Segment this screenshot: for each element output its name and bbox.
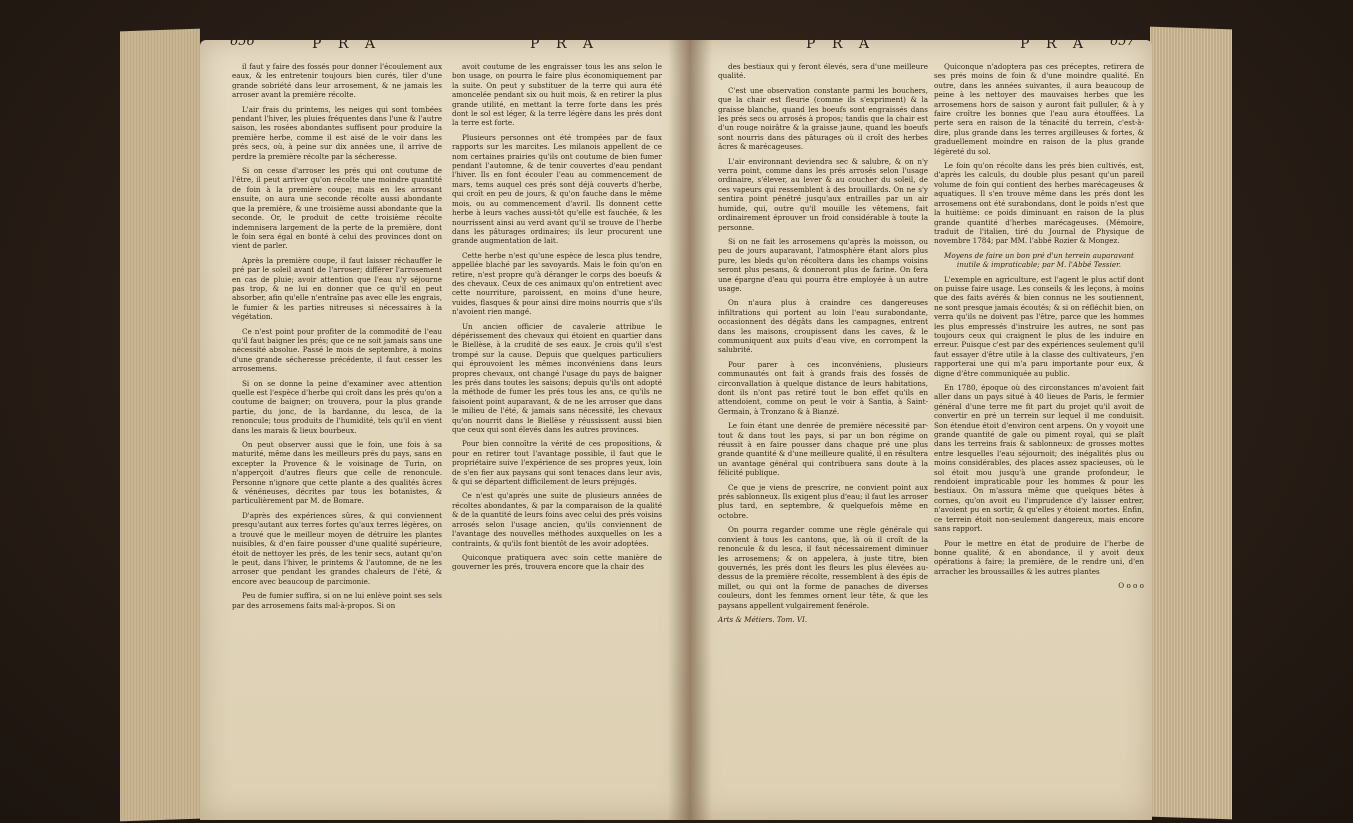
catchword: O o o o	[1118, 581, 1144, 591]
paragraph: Le foin qu'on récolte dans les prés bien cultivés, est, d'après les calculs, du double plus pesant qu'un pareil volume de foin qui contient des herbes marécageuses & aquatiques. Il s'en trouve même dans les prés dont les arrosemens ont été surabondans, dont le poids n'est que la huitième: ce poids diminuant en raison de la plus grande quantité d'herbes marécageuses. (Mémoire, traduit de l'italien, tiré du Journal de Physique de novembre 1784; par MM. l'abbé Rozier & Mongez.	[934, 161, 1144, 246]
book-gutter	[668, 40, 712, 820]
paragraph: il faut y faire des fossés pour donner l'écoulement aux eaux, & les entretenir toujours bien curés, tiler d'une grande sobriété dans leur arrosement, & ne jamais les arroser avant la première récolte.	[232, 62, 442, 100]
paragraph: Plusieurs personnes ont été trompées par de faux rapports sur les marcites. Les milanois appellent de ce nom certaines prairies qu'ils ont coutume de bien fumer pendant l'automne, & de tenir couvertes d'eau pendant l'hiver. Ils en font écouler l'eau au commencement de mars, tems auquel ces prés sont déjà couverts d'herbe, qui croît en peu de jours, & qu'on fauche dans le même mois, ou au commencement d'avril. Ils donnent cette herbe à leurs vaches aussi-tôt qu'elle est fauchée, & les nourrissent ainsi au verd avant qu'il se trouve de l'herbe dans les pâturages ordinaires; ils leur procurent une grande augmentation de lait.	[452, 132, 662, 246]
left-page-edges	[120, 29, 200, 822]
right-page-number: 657	[1110, 34, 1135, 49]
paragraph: En 1780, époque où des circonstances m'avoient fait aller dans un pays situé à 40 lieues de Paris, le fermier général d'une terre me fit part du projet qu'il avoit de convertir en pré un terrein sur lequel il me conduisit. Son étendue étoit d'environ cent arpens. On y voyoit une grande quantité de gale ou piment royal, qui se plaît dans les terreins frais & sablonneux: de grosses mottes entre lesquelles l'eau séjournoit; des inégalités plus ou moins considérables, des places assez spacieuses, où le sol étoit mou jusqu'à une grande profondeur, le rendoient impraticable pour les hommes & pour les bestiaux. On m'assura même que quelques bêtes à cornes, qu'on avoit eu l'imprudence d'y laisser entrer, n'avoient pu en sortir, & qu'elles y étoient mortes. Enfin, ce terrein étoit non-seulement dangereux, mais encore sans rapport.	[934, 383, 1144, 534]
left-header-col2: P R A	[530, 36, 599, 52]
paragraph: Pour bien connoître la vérité de ces propositions, & pour en retirer tout l'avantage possible, il faut que le propriétaire suive l'expérience de ses propres yeux, loin de s'en fier aux paysans qui sont tenaces dans leur avis, & qui se départent difficilement de leurs préjugés.	[452, 439, 662, 487]
right-page-edges	[1150, 27, 1232, 820]
paragraph: des bestiaux qui y feront élevés, sera d'une meilleure qualité.	[718, 62, 928, 81]
paragraph: L'exemple en agriculture, est l'agent le plus actif dont on puisse faire usage. Les conseils & les leçons, à moins que des faits avérés & bien connus ne les soutiennent, ne sont presque jamais écoutés; & si on réfléchit bien, on verra qu'ils ne doivent pas l'être, parce que les hommes les plus empressés d'instruire les autres, ne sont pas toujours ceux qui craignent le plus de les induire en erreur. Puisque c'est par des expériences seulement qu'il faut essayer d'être utile à la classe des cultivateurs, j'en rapporterai une qui m'a paru importante pour eux, & digne d'être communiquée au public.	[934, 274, 1144, 378]
paragraph: Le foin étant une denrée de première nécessité par-tout & dans tout les pays, si par un bon régime on réussit à en faire pousser dans chaque pré une plus grande quantité & d'une meilleure qualité, il en résultera un avantage général qui contribuera sans doute à la félicité publique.	[718, 421, 928, 478]
right-header-col1: P R A	[806, 36, 875, 52]
paragraph: D'après des expériences sûres, & qui conviennent presqu'autant aux terres fortes qu'aux terres légères, on a trouvé que le meilleur moyen de détruire les plantes nuisibles, & d'en faire pousser d'une qualité supérieure, étoit de nettoyer les prés, de les tenir secs, autant qu'on le peut, dans l'hiver, le printems & l'automne, de ne les arroser que pendant les grandes chaleurs de l'été, & encore avec beaucoup de parcimonie.	[232, 510, 442, 586]
paragraph: On n'aura plus à craindre ces dangereuses infiltrations qui portent au loin l'eau surabondante, occasionnent des dégâts dans les campagnes, entrent dans les maisons, croupissent dans les caves, & le communiquent aux puits d'eau vive, en corrompent la salubrité.	[718, 298, 928, 355]
paragraph: On pourra regarder comme une règle générale qui convient à tous les cantons, que, là où il croît de la renoncule & du lesca, il faut nécessairement diminuer les arrosemens; & on appelera, à juste titre, bien gouvernés, les prés dont les fleurs les plus élevées au-dessus de la première récolte, ressemblent à des épis de millet, ou qui ont la forme de panaches de diverses couleurs, dont les femmes ornent leur tête, & que les paysans appellent vulgairement fenérole.	[718, 525, 928, 610]
paragraph: Quiconque pratiquera avec soin cette manière de gouverner les prés, trouvera encore que la chair des	[452, 552, 662, 572]
paragraph: Si on cesse d'arroser les prés qui ont coutume de l'être, il peut arriver qu'on récolte une moindre quantité de foin à la première coupe; mais en les arrosant ensuite, on aura une seconde récolte aussi abondante que la première, & une troisième aussi abondante que la seconde. Or, le produit de cette troisième récolte indemnisera largement de la perte de la première, dont le foin sera égal en bonté à celui des provinces dont on vient de parler.	[232, 166, 442, 251]
left-page-column-2	[452, 62, 662, 577]
paragraph: Si on se donne la peine d'examiner avec attention quelle est l'espèce d'herbe qui croît dans les prés qu'on a coutume de baigner; on trouvera, pour la plus grande partie, du jonc, de la bardanne, du lesca, de la renoncule; tous produits de l'humidité, tels qu'il en vient dans les marais & lieux bourbeux.	[232, 378, 442, 435]
left-page-column-1	[232, 62, 442, 615]
paragraph: Ce n'est qu'après une suite de plusieurs années de récoltes abondantes, & par la comparaison de la qualité & de la quantité de leurs foins avec celui des prés voisins arrosés selon l'usage ancien, qu'ils conviennent de l'avantage des nouvelles méthodes auxquelles on les a contraints, & qu'ils font bientôt de les avoir adoptées.	[452, 491, 662, 548]
section-heading: Moyens de faire un bon pré d'un terrein auparavant inutile & impraticable; par M. l'Abbé Tessier.	[944, 250, 1134, 270]
paragraph: Ce que je viens de prescrire, ne convient point aux prés sablonneux. Ils exigent plus d'eau; il faut les arroser plus tard, en septembre, & quelquefois même en octobre.	[718, 482, 928, 520]
paragraph: On peut observer aussi que le foin, une fois à sa maturité, même dans les meilleurs prés du pays, sans en excepter la Provence & le voisinage de Turin, on n'apperçoit d'autres fleurs que celle de renoncule. Personne n'ignore que cette plante a des qualités âcres & vénéneuses, décrites par tous les botanistes, & particulièrement par M. de Bomare.	[232, 440, 442, 506]
paragraph: L'air environnant deviendra sec & salubre, & on n'y verra point, comme dans les prés arrosés selon l'usage ordinaire, s'élever, au lever & au coucher du soleil, de ces vapeurs qui ressemblent à des brouillards. On ne s'y sentira point pénétré jusqu'aux entrailles par un air humide, qui, outre qu'il mouille les vêtemens, fait ordinairement éprouver un froid considérable à toute la personne.	[718, 156, 928, 232]
paragraph: L'air frais du printems, les neiges qui sont tombées pendant l'hiver, les pluies fréquentes dans l'une & l'autre saison, les rosées abondantes suffisent pour produire la première herbe, comme il est aisé de le voir dans les prés secs, où, à peine sur dix années une, il arrive de perdre la première récolte par la sécheresse.	[232, 104, 442, 161]
paragraph: C'est une observation constante parmi les bouchers, que la chair est fleurie (comme ils s'expriment) & la graisse blanche, quand les boeufs sont engraissés dans les prés secs ou arrosés à propos; tandis que la chair est d'un rouge noirâtre & la graisse jaune, quand les boeufs sont nourris dans des pâturages où il croît des herbes âcres & marécageuses.	[718, 85, 928, 152]
paragraph: Pour le mettre en état de produire de l'herbe de bonne qualité, & en abondance, il y avoit deux opérations à faire; la première, de le rendre uni, d'en arracher les broussailles & les autres plantes	[934, 538, 1144, 576]
paragraph: Peu de fumier suffira, si on ne lui enlève point ses sels par des arrosemens faits mal-à-propos. Si on	[232, 591, 442, 610]
paragraph: Après la première coupe, il faut laisser réchauffer le pré par le soleil avant de l'arroser; différer l'arrosement en cas de pluie; avoir attention que l'eau n'y séjourne pas trop, & ne lui en donner que ce qu'il en peut absorber, afin qu'elle n'entraîne pas avec elle les engrais, le fumier & les parties nitreuses si nécessaires à la végétation.	[232, 255, 442, 322]
left-header-col1: P R A	[312, 36, 381, 52]
paragraph: Pour parer à ces inconvéniens, plusieurs communautés ont fait à grands frais des fossés de circonvallation à quelque distance de leurs habitations, dont ils n'ont pas retiré tout le bon effet qu'ils en attendoient, comme on peut le voir à Santia, à Saint-Germain, à Tronzano & à Bianzé.	[718, 359, 928, 416]
volume-signature: Arts & Métiers. Tom. VI.	[718, 614, 808, 624]
right-page-column-2	[934, 62, 1144, 596]
paragraph: Un ancien officier de cavalerie attribue le dépérissement des chevaux qui étoient en quartier dans le Biellèse, à la crudité de ses eaux. Je crois qu'il s'est trompé sur la cause. Depuis que quelques particuliers qui éprouvoient les mêmes inconvéniens dans leurs propres chevaux, ont changé l'usage du pays de baigner les prés dans toutes les saisons; depuis qu'ils ont adopté la méthode de fumer les prés tous les ans, ce qu'ils ne faisoient point auparavant, & de ne les arroser que dans le milieu de l'été, & jamais sans nécessité, les chevaux qu'on nourrit dans le Biellèse y réussissent aussi bien que ceux qui sont élevés dans les autres provinces.	[452, 321, 662, 435]
right-page-column-1	[718, 62, 928, 629]
paragraph: Ce n'est point pour profiter de la commodité de l'eau qu'il faut baigner les prés; que ce ne soit jamais sans une nécessité absolue. Passé le mois de septembre, à moins d'une grande sécheresse précédente, il faut cesser les arrosemens.	[232, 326, 442, 374]
paragraph: Si on ne fait les arrosemens qu'après la moisson, ou peu de jours auparavant, l'atmosphère étant alors plus pure, les bleds qu'on récoltera dans les champs voisins seront plus pesans, & donneront plus de farine. On fera une épargne d'eau qui pourra être employée à un autre usage.	[718, 236, 928, 293]
right-header-col2: P R A	[1020, 36, 1089, 52]
paragraph: Cette herbe n'est qu'une espèce de lesca plus tendre, appellée blaché par les savoyards. Mais le foin qu'on en retire, n'est propre qu'à déranger le corps des boeufs & des chevaux. Ceux de ces animaux qu'on entretient avec cette nourriture, paroissent, en moins d'une heure, vuides, flasques & pour ainsi dire moins nourris que s'ils n'avoient rien mangé.	[452, 250, 662, 317]
left-page-number: 656	[230, 34, 255, 49]
paragraph: Quiconque n'adoptera pas ces préceptes, retirera de ses prés moins de foin & d'une moindre qualité. En outre, dans les années suivantes, il aura beaucoup de peine à les nettoyer des mauvaises herbes que les arrosemens hors de saison y auront fait pulluler, & à y faire croître les bonnes que l'eau aura étouffées. La perte sera en raison de la ténacité du terrein, c'est-à-dire, plus grande dans les terres argilleuses & fortes, & graduellement moindre en raison de la plus grande légèreté du sol.	[934, 62, 1144, 156]
paragraph: avoit coutume de les engraisser tous les ans selon le bon usage, on pourra le faire plus économiquement par la suite. On peut y substituer de la terre qui aura été amoncelée pendant six ou huit mois, & en retirer la plus grande utilité, en mettant la terre forte dans les prés dont le sol est léger, & la terre légère dans les prés dont la terre est forte.	[452, 62, 662, 128]
